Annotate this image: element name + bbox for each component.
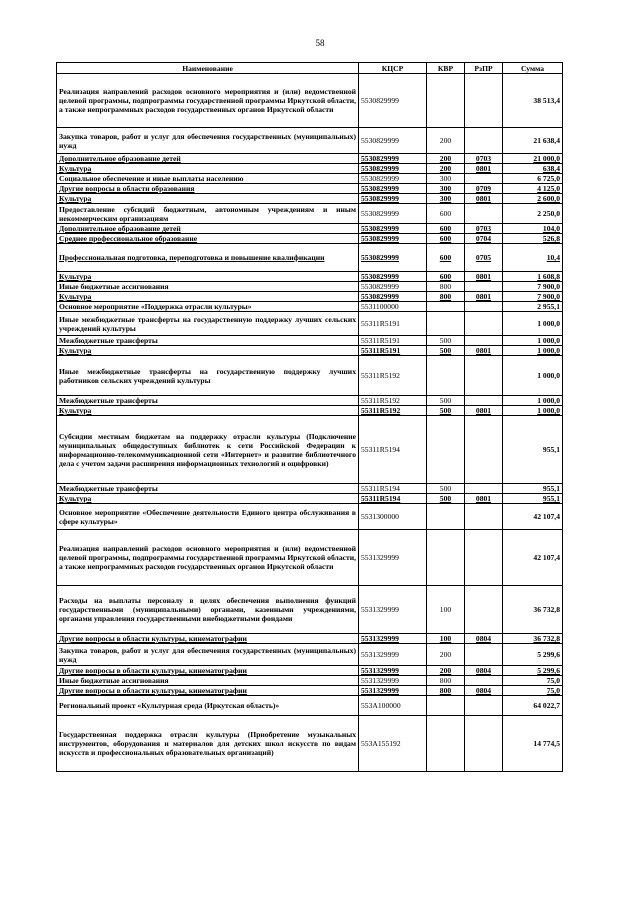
cell-sum: 955,1	[503, 484, 563, 494]
cell-rzpr: 0709	[465, 184, 503, 194]
cell-kvr: 600	[427, 244, 465, 272]
table-row	[57, 346, 563, 356]
table-row	[57, 128, 563, 154]
cell-sum: 955,1	[503, 416, 563, 484]
cell-kvr: 200	[427, 164, 465, 174]
cell-kcsr: 553A155192	[359, 716, 427, 772]
cell-name: Государственная поддержка отрасли культуры (Приобретение музыкальных инструментов, оборудования и материалов для детских школ искусств по видам искусств и профессиональных образовательных организаций)	[57, 716, 359, 772]
cell-name: Социальное обеспечение и иные выплаты населению	[57, 174, 359, 184]
cell-kcsr: 55311R5192	[359, 396, 427, 406]
table-row	[57, 530, 563, 586]
cell-name: Культура	[57, 494, 359, 504]
cell-kvr	[427, 716, 465, 772]
cell-rzpr: 0804	[465, 686, 503, 696]
cell-sum: 1 000,0	[503, 356, 563, 396]
cell-name: Межбюджетные трансферты	[57, 336, 359, 346]
cell-name: Другие вопросы в области культуры, кинематографии	[57, 686, 359, 696]
cell-rzpr	[465, 484, 503, 494]
cell-kcsr: 55311R5191	[359, 336, 427, 346]
cell-sum: 526,8	[503, 234, 563, 244]
cell-kvr: 500	[427, 396, 465, 406]
cell-rzpr	[465, 282, 503, 292]
header-rzpr: РзПР	[465, 63, 503, 74]
cell-sum: 10,4	[503, 244, 563, 272]
table-row	[57, 74, 563, 128]
cell-kcsr: 5531329999	[359, 676, 427, 686]
cell-name: Культура	[57, 194, 359, 204]
cell-kvr: 200	[427, 644, 465, 666]
cell-sum: 1 000,0	[503, 396, 563, 406]
table-row	[57, 154, 563, 164]
cell-kcsr: 55311R5192	[359, 356, 427, 396]
cell-name: Предоставление субсидий бюджетным, автономным учреждениям и иным некоммерческим организациям	[57, 204, 359, 224]
cell-sum: 14 774,5	[503, 716, 563, 772]
cell-kvr: 600	[427, 234, 465, 244]
cell-rzpr: 0804	[465, 634, 503, 644]
cell-name: Закупка товаров, работ и услуг для обеспечения государственных (муниципальных) нужд	[57, 644, 359, 666]
table-row	[57, 312, 563, 336]
cell-kcsr: 5531329999	[359, 666, 427, 676]
cell-kcsr: 5530829999	[359, 272, 427, 282]
cell-rzpr: 0801	[465, 272, 503, 282]
cell-kcsr: 5531329999	[359, 530, 427, 586]
budget-table	[56, 62, 563, 772]
cell-rzpr	[465, 204, 503, 224]
cell-kvr: 600	[427, 272, 465, 282]
cell-sum: 42 107,4	[503, 504, 563, 530]
cell-kvr: 500	[427, 346, 465, 356]
table-row	[57, 396, 563, 406]
cell-sum: 7 900,0	[503, 292, 563, 302]
cell-rzpr	[465, 174, 503, 184]
table-row	[57, 686, 563, 696]
table-row	[57, 292, 563, 302]
cell-sum: 2 600,0	[503, 194, 563, 204]
cell-rzpr: 0801	[465, 494, 503, 504]
cell-kvr: 100	[427, 586, 465, 634]
cell-rzpr	[465, 676, 503, 686]
cell-rzpr	[465, 416, 503, 484]
cell-kvr	[427, 696, 465, 716]
table-row	[57, 184, 563, 194]
cell-rzpr	[465, 530, 503, 586]
cell-kvr: 300	[427, 174, 465, 184]
cell-name: Дополнительное образование детей	[57, 224, 359, 234]
cell-kvr	[427, 504, 465, 530]
cell-kvr: 600	[427, 224, 465, 234]
cell-sum: 638,4	[503, 164, 563, 174]
cell-name: Региональный проект «Культурная среда (Иркутская область)»	[57, 696, 359, 716]
table-row	[57, 244, 563, 272]
table-row	[57, 194, 563, 204]
cell-kvr: 800	[427, 686, 465, 696]
cell-kcsr: 55311R5194	[359, 494, 427, 504]
cell-rzpr: 0801	[465, 292, 503, 302]
cell-kcsr: 5530829999	[359, 128, 427, 154]
cell-kcsr: 5530829999	[359, 194, 427, 204]
cell-rzpr	[465, 128, 503, 154]
cell-name: Основное мероприятие «Обеспечение деятельности Единого центра обслуживания в сфере культуры»	[57, 504, 359, 530]
cell-kvr: 300	[427, 194, 465, 204]
cell-sum: 2 250,0	[503, 204, 563, 224]
cell-rzpr	[465, 716, 503, 772]
cell-rzpr	[465, 696, 503, 716]
cell-sum: 75,0	[503, 676, 563, 686]
cell-kvr: 800	[427, 292, 465, 302]
cell-name: Среднее профессиональное образование	[57, 234, 359, 244]
cell-kvr: 500	[427, 406, 465, 416]
table-row	[57, 406, 563, 416]
cell-sum: 21 638,4	[503, 128, 563, 154]
cell-name: Субсидии местным бюджетам на поддержку отрасли культуры (Подключение муниципальных общедоступных библиотек к сети Российской Федерации к информационно-телекоммуникационной сети «Интернет» и развитие библиотечного дела с учетом задачи расширения информационных технологий и оцифровки)	[57, 416, 359, 484]
table-row	[57, 336, 563, 346]
cell-kcsr: 5531329999	[359, 586, 427, 634]
cell-sum: 5 299,6	[503, 644, 563, 666]
cell-name: Реализация направлений расходов основного мероприятия и (или) ведомственной целевой программы, подпрограммы государственной программы Иркутской области, а также непрограммных расходов государственных органов Иркутской области	[57, 530, 359, 586]
cell-sum: 1 000,0	[503, 406, 563, 416]
table-row	[57, 356, 563, 396]
cell-name: Иные бюджетные ассигнования	[57, 676, 359, 686]
table-row	[57, 174, 563, 184]
cell-rzpr	[465, 312, 503, 336]
cell-kvr: 600	[427, 204, 465, 224]
cell-sum: 21 000,0	[503, 154, 563, 164]
cell-sum: 1 608,8	[503, 272, 563, 282]
cell-kvr: 100	[427, 634, 465, 644]
cell-kcsr: 5530829999	[359, 224, 427, 234]
cell-kvr: 300	[427, 184, 465, 194]
table-row	[57, 272, 563, 282]
cell-kvr	[427, 356, 465, 396]
cell-rzpr: 0705	[465, 244, 503, 272]
cell-rzpr	[465, 74, 503, 128]
cell-rzpr	[465, 396, 503, 406]
header-kcsr: КЦСР	[359, 63, 427, 74]
cell-name: Профессиональная подготовка, переподготовка и повышение квалификации	[57, 244, 359, 272]
cell-name: Межбюджетные трансферты	[57, 396, 359, 406]
table-row	[57, 494, 563, 504]
cell-name: Культура	[57, 164, 359, 174]
cell-name: Культура	[57, 292, 359, 302]
cell-rzpr: 0801	[465, 406, 503, 416]
cell-name: Расходы на выплаты персоналу в целях обеспечения выполнения функций государственными (муниципальными) органами, казенными учреждениями, органами управления государственными внебюджетными фондами	[57, 586, 359, 634]
cell-sum: 2 955,1	[503, 302, 563, 312]
header-sum: Сумма	[503, 63, 563, 74]
cell-sum: 1 000,0	[503, 312, 563, 336]
cell-kvr: 500	[427, 336, 465, 346]
cell-rzpr: 0703	[465, 154, 503, 164]
table-row	[57, 302, 563, 312]
cell-kcsr: 5530829999	[359, 184, 427, 194]
cell-name: Межбюджетные трансферты	[57, 484, 359, 494]
cell-sum: 64 022,7	[503, 696, 563, 716]
table-row	[57, 204, 563, 224]
cell-sum: 36 732,8	[503, 634, 563, 644]
cell-name: Культура	[57, 346, 359, 356]
cell-kvr	[427, 416, 465, 484]
cell-name: Иные бюджетные ассигнования	[57, 282, 359, 292]
table-header-row	[57, 63, 563, 74]
table-row	[57, 634, 563, 644]
cell-kcsr: 5531100000	[359, 302, 427, 312]
cell-name: Другие вопросы в области культуры, кинематографии	[57, 666, 359, 676]
table-row	[57, 164, 563, 174]
cell-rzpr	[465, 336, 503, 346]
cell-rzpr: 0801	[465, 346, 503, 356]
cell-sum: 4 125,0	[503, 184, 563, 194]
cell-rzpr	[465, 644, 503, 666]
cell-kcsr: 553A100000	[359, 696, 427, 716]
table-row	[57, 234, 563, 244]
cell-sum: 42 107,4	[503, 530, 563, 586]
cell-rzpr: 0704	[465, 234, 503, 244]
table-row	[57, 282, 563, 292]
cell-kcsr: 5530829999	[359, 282, 427, 292]
cell-kcsr: 5531300000	[359, 504, 427, 530]
cell-sum: 6 725,0	[503, 174, 563, 184]
header-kvr: КВР	[427, 63, 465, 74]
cell-kcsr: 5530829999	[359, 164, 427, 174]
table-body	[57, 74, 563, 772]
cell-sum: 7 900,0	[503, 282, 563, 292]
cell-kvr: 800	[427, 282, 465, 292]
table-row	[57, 224, 563, 234]
cell-name: Закупка товаров, работ и услуг для обеспечения государственных (муниципальных) нужд	[57, 128, 359, 154]
cell-name: Основное мероприятие «Поддержка отрасли культуры»	[57, 302, 359, 312]
cell-kcsr: 5530829999	[359, 292, 427, 302]
cell-sum: 1 000,0	[503, 336, 563, 346]
table-row	[57, 676, 563, 686]
cell-rzpr	[465, 302, 503, 312]
cell-kcsr: 5530829999	[359, 174, 427, 184]
cell-sum: 36 732,8	[503, 586, 563, 634]
cell-kcsr: 5530829999	[359, 244, 427, 272]
cell-name: Иные межбюджетные трансферты на государственную поддержку лучших работников сельских учреждений культуры	[57, 356, 359, 396]
table-row	[57, 416, 563, 484]
table-row	[57, 586, 563, 634]
cell-kcsr: 5531329999	[359, 686, 427, 696]
cell-name: Иные межбюджетные трансферты на государственную поддержку лучших сельских учреждений культуры	[57, 312, 359, 336]
cell-kvr: 500	[427, 484, 465, 494]
cell-kvr: 200	[427, 154, 465, 164]
cell-sum: 1 000,0	[503, 346, 563, 356]
cell-rzpr: 0703	[465, 224, 503, 234]
table-row	[57, 696, 563, 716]
cell-sum: 104,0	[503, 224, 563, 234]
cell-kcsr: 5531329999	[359, 634, 427, 644]
cell-name: Культура	[57, 406, 359, 416]
cell-kcsr: 55311R5191	[359, 312, 427, 336]
cell-name: Реализация направлений расходов основного мероприятия и (или) ведомственной целевой программы, подпрограммы государственной программы Иркутской области, а также непрограммных расходов государственных органов Иркутской области	[57, 74, 359, 128]
cell-sum: 38 513,4	[503, 74, 563, 128]
cell-kvr: 500	[427, 494, 465, 504]
cell-name: Другие вопросы в области образования	[57, 184, 359, 194]
cell-sum: 75,0	[503, 686, 563, 696]
table-row	[57, 644, 563, 666]
cell-kcsr: 5530829999	[359, 234, 427, 244]
table-row	[57, 484, 563, 494]
cell-kvr	[427, 530, 465, 586]
cell-rzpr	[465, 586, 503, 634]
page-number: 58	[315, 38, 325, 48]
cell-kcsr: 5530829999	[359, 74, 427, 128]
cell-rzpr	[465, 504, 503, 530]
table-row	[57, 504, 563, 530]
cell-kvr: 200	[427, 128, 465, 154]
cell-name: Другие вопросы в области культуры, кинематографии	[57, 634, 359, 644]
cell-kcsr: 5530829999	[359, 204, 427, 224]
cell-kvr	[427, 312, 465, 336]
cell-kcsr: 55311R5192	[359, 406, 427, 416]
cell-rzpr: 0804	[465, 666, 503, 676]
cell-rzpr: 0801	[465, 194, 503, 204]
cell-rzpr	[465, 356, 503, 396]
cell-kvr: 200	[427, 666, 465, 676]
cell-sum: 955,1	[503, 494, 563, 504]
cell-kvr	[427, 302, 465, 312]
cell-kvr: 800	[427, 676, 465, 686]
header-name: Наименование	[57, 63, 359, 74]
cell-name: Культура	[57, 272, 359, 282]
cell-name: Дополнительное образование детей	[57, 154, 359, 164]
cell-sum: 5 299,6	[503, 666, 563, 676]
cell-kcsr: 55311R5194	[359, 484, 427, 494]
cell-rzpr: 0801	[465, 164, 503, 174]
cell-kcsr: 55311R5191	[359, 346, 427, 356]
table-row	[57, 716, 563, 772]
cell-kvr	[427, 74, 465, 128]
cell-kcsr: 55311R5194	[359, 416, 427, 484]
table-row	[57, 666, 563, 676]
cell-kcsr: 5531329999	[359, 644, 427, 666]
cell-kcsr: 5530829999	[359, 154, 427, 164]
